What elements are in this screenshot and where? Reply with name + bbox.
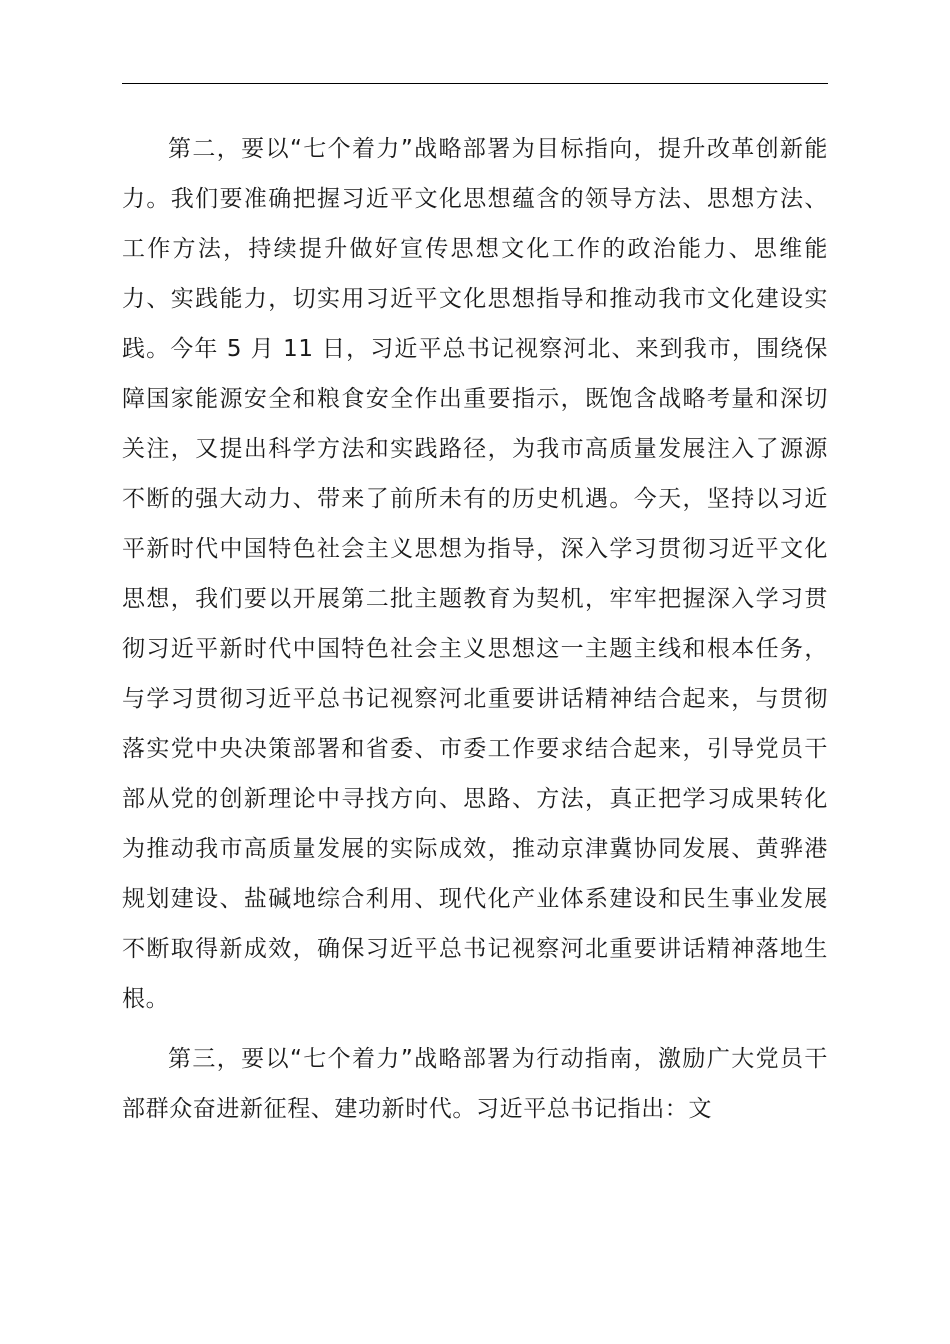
document-body bbox=[122, 124, 828, 1134]
header-divider bbox=[122, 83, 828, 84]
paragraph-third-point: 第三，要以“七个着力”战略部署为行动指南，激励广大党员干部群众奋进新征程、建功新时代。习近平总书记指出：文 bbox=[122, 1046, 828, 1122]
paragraph-second-point: 第二，要以“七个着力”战略部署为目标指向，提升改革创新能力。我们要准确把握习近平文化思想蕴含的领导方法、思想方法、工作方法，持续提升做好宣传思想文化工作的政治能力、思维能力、实践能力，切实用习近平文化思想指导和推动我市文化建设实践。今年 5 月 11 日，习近平总书记视察河北、来到我市，围绕保障国家能源安全和粮食安全作出重要指示，既饱含战略考量和深切关注，又提出科学方法和实践路径，为我市高质量发展注入了源源不断的强大动力、带来了前所未有的历史机遇。今天，坚持以习近平新时代中国特色社会主义思想为指导，深入学习贯彻习近平文化思想，我们要以开展第二批主题教育为契机，牢牢把握深入学习贯彻习近平新时代中国特色社会主义思想这一主题主线和根本任务，与学习贯彻习近平总书记视察河北重要讲话精神结合起来，与贯彻落实党中央决策部署和省委、市委工作要求结合起来，引导党员干部从党的创新理论中寻找方向、思路、方法，真正把学习成果转化为推动我市高质量发展的实际成效，推动京津冀协同发展、黄骅港规划建设、盐碱地综合利用、现代化产业体系建设和民生事业发展不断取得新成效，确保习近平总书记视察河北重要讲话精神落地生根。 bbox=[122, 136, 828, 1012]
